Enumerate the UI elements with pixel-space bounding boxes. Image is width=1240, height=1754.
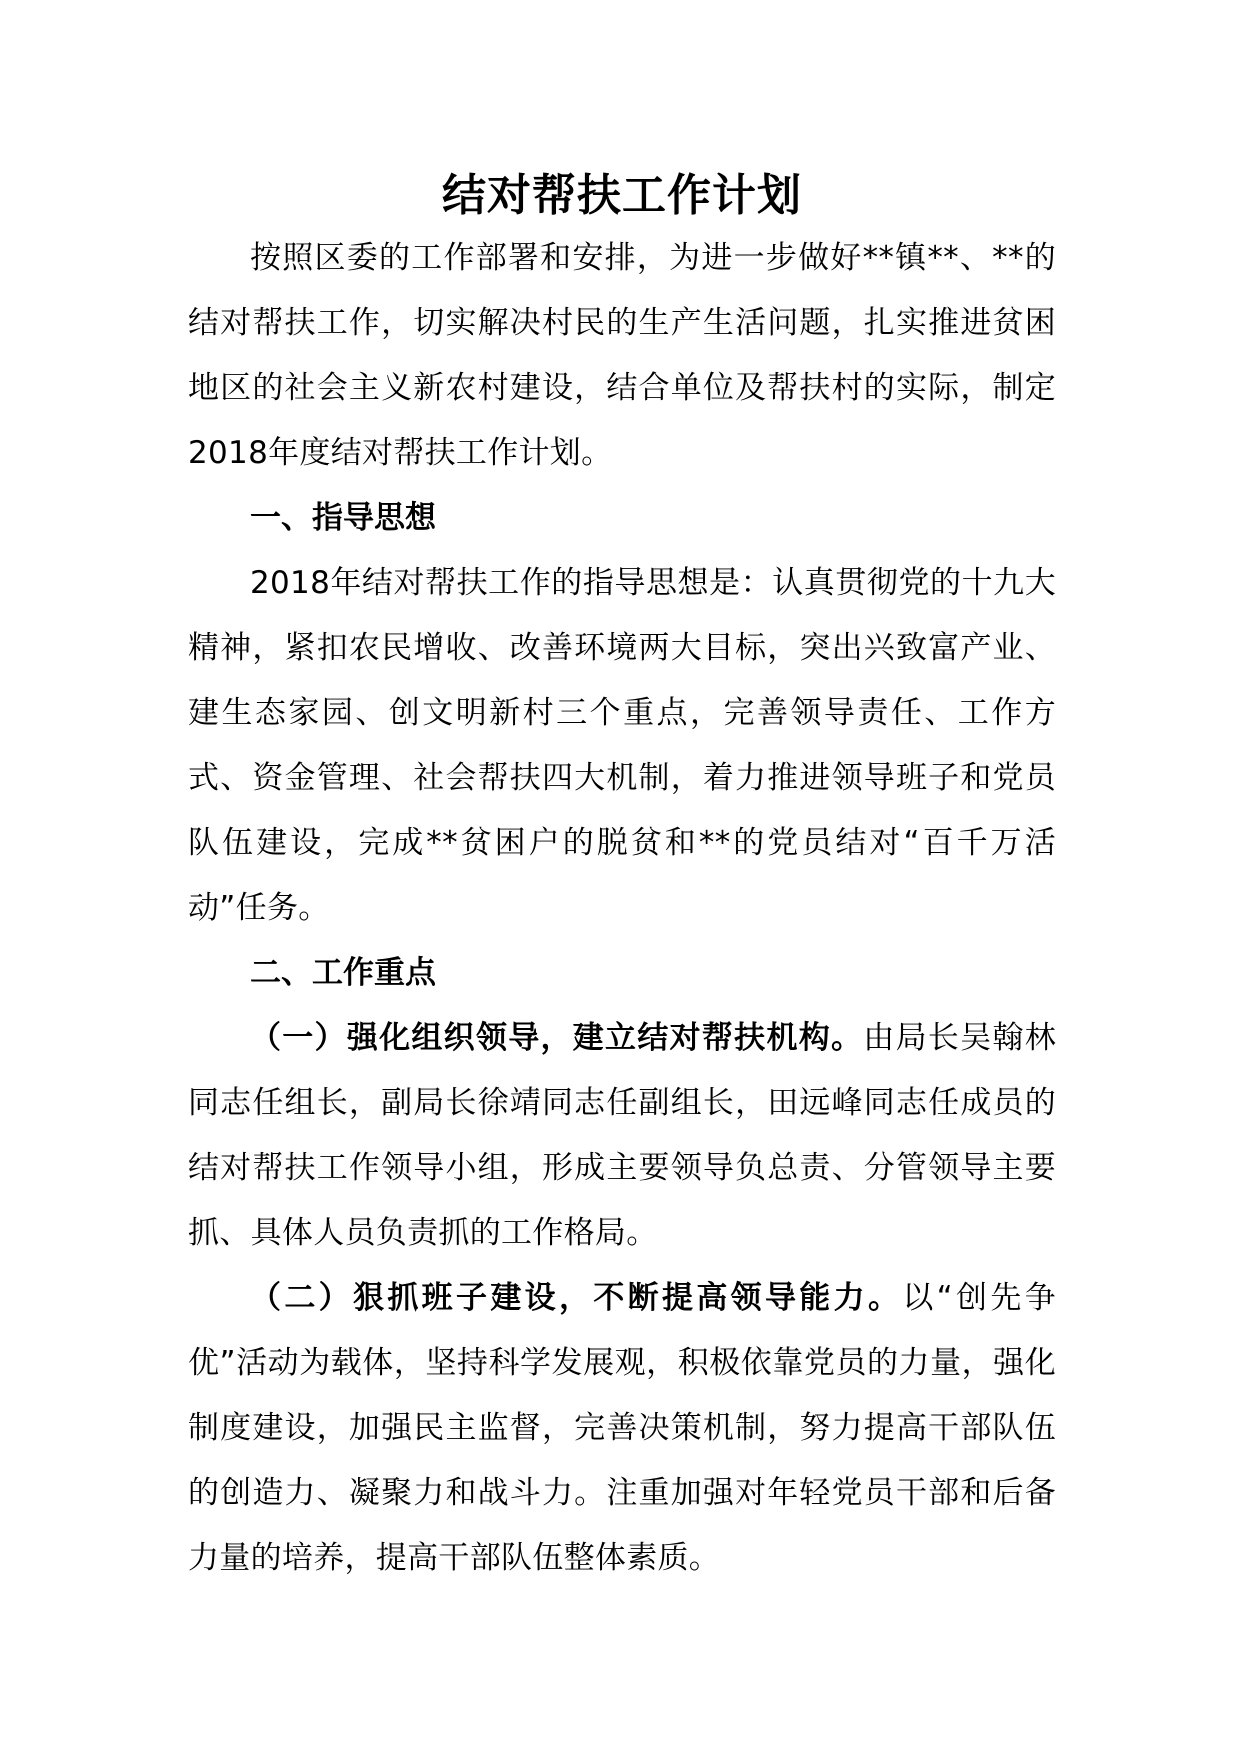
intro-paragraph: 按照区委的工作部署和安排，为进一步做好**镇**、**的结对帮扶工作，切实解决村民的生产生活问题，扎实推进贫困地区的社会主义新农村建设，结合单位及帮扶村的实际，制定2018年度结对帮扶工作计划。 [188,240,1056,471]
section-heading-guiding-ideology: 一、指导思想 [250,500,436,536]
work-item-body: 以“创先争优”活动为载体，坚持科学发展观，积极依靠党员的力量，强化制度建设，加强民主监督，完善决策机制，努力提高干部队伍的创造力、凝聚力和战斗力。注重加强对年轻党员干部和后备力量的培养，提高干部队伍整体素质。 [188,1280,1056,1576]
work-item-paragraph [188,1006,1056,1266]
guiding-ideology-paragraph: 2018年结对帮扶工作的指导思想是：认真贯彻党的十九大精神，紧扣农民增收、改善环境两大目标，突出兴致富产业、建生态家园、创文明新村三个重点，完善领导责任、工作方式、资金管理、社会帮扶四大机制，着力推进领导班子和党员队伍建设，完成**贫困户的脱贫和**的党员结对“百千万活动”任务。 [188,565,1056,926]
document-title: 结对帮扶工作计划 [442,170,802,221]
section-heading-work-focus: 二、工作重点 [250,955,436,991]
document-page [188,166,1056,1591]
work-item-lead: （一）强化组织领导，建立结对帮扶机构。 [250,1020,864,1056]
work-item-body: 由局长吴翰林同志任组长，副局长徐靖同志任副组长，田远峰同志任成员的结对帮扶工作领导小组，形成主要领导负总责、分管领导主要抓、具体人员负责抓的工作格局。 [188,1020,1056,1251]
work-item-lead: （二）狠抓班子建设，不断提高领导能力。 [250,1280,903,1316]
work-item-paragraph [188,1266,1056,1591]
